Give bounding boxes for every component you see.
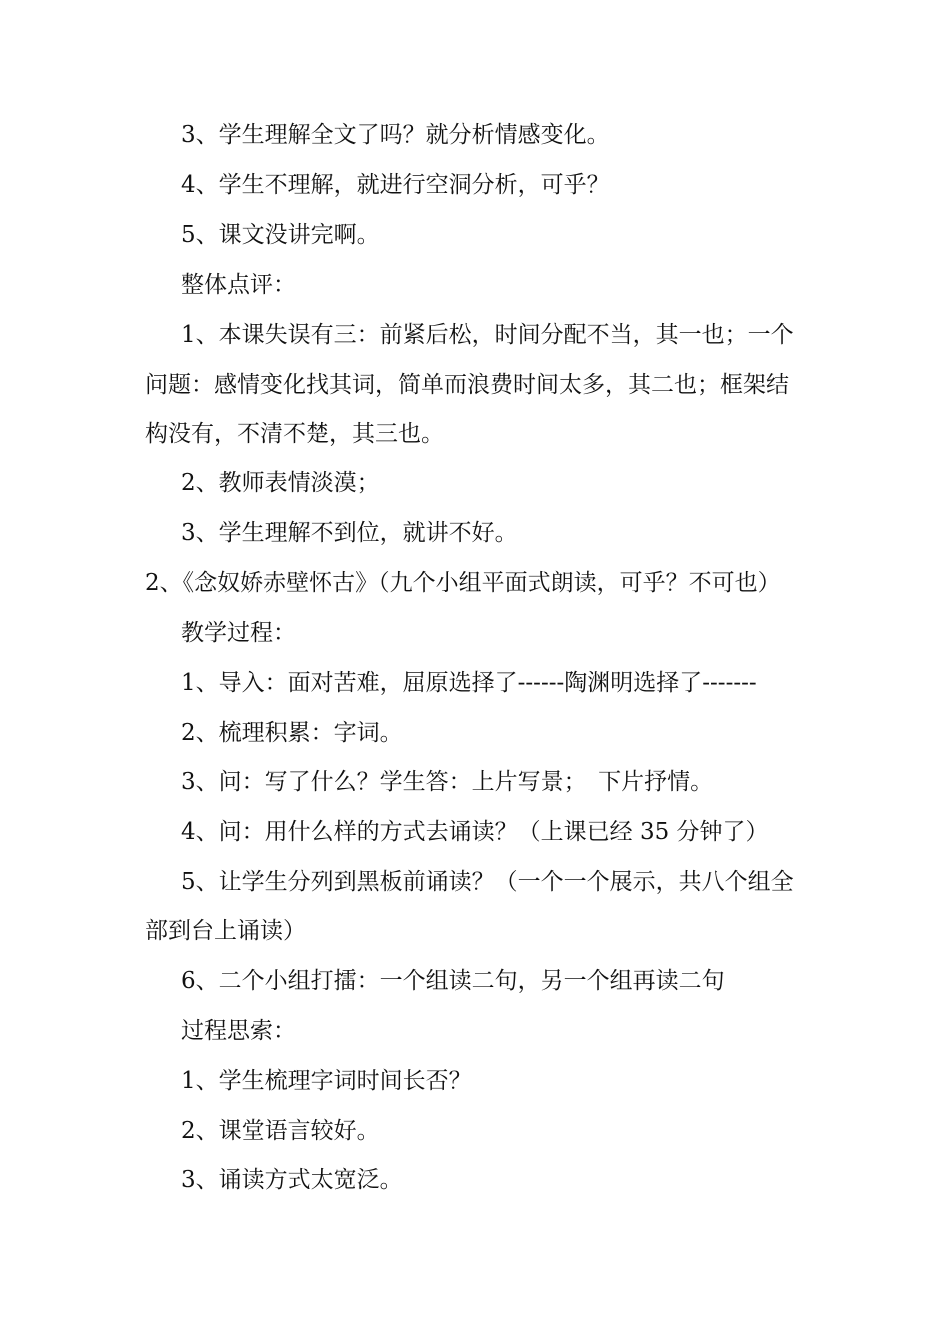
section-title: 2、《念奴娇赤壁怀古》（九个小组平面式朗读，可乎？不可也） (145, 570, 781, 596)
text-line: 问题：感情变化找其词，简单而浪费时间太多，其二也；框架结 (145, 372, 789, 398)
section-heading: 教学过程： (181, 620, 296, 646)
section-heading: 过程思索： (181, 1018, 296, 1044)
text-line: 3、诵读方式太宽泛。 (181, 1167, 403, 1193)
text-line: 1、学生梳理字词时间长否？ (181, 1068, 472, 1094)
text-line: 1、导入：面对苦难，屈原选择了------陶渊明选择了------- (181, 670, 757, 696)
text-line: 1、本课失误有三：前紧后松，时间分配不当，其一也；一个 (181, 322, 794, 348)
text-line: 部到台上诵读） (145, 918, 306, 944)
section-heading: 整体点评： (181, 272, 296, 298)
text-line: 4、问：用什么样的方式去诵读？（上课已经 35 分钟了） (181, 819, 769, 845)
text-line: 3、学生理解不到位，就讲不好。 (181, 520, 518, 546)
text-line: 构没有，不清不楚，其三也。 (145, 421, 444, 447)
text-line: 6、二个小组打擂：一个组读二句，另一个组再读二句 (181, 968, 725, 994)
text-line: 2、梳理积累：字词。 (181, 720, 403, 746)
text-line: 2、课堂语言较好。 (181, 1118, 380, 1144)
text-line: 3、学生理解全文了吗？就分析情感变化。 (181, 122, 610, 148)
text-line: 5、让学生分列到黑板前诵读？（一个一个展示，共八个组全 (181, 869, 794, 895)
text-line: 3、问：写了什么？学生答：上片写景； 下片抒情。 (181, 769, 714, 795)
text-line: 4、学生不理解，就进行空洞分析，可乎？ (181, 172, 610, 198)
text-line: 2、教师表情淡漠； (181, 470, 380, 496)
text-line: 5、课文没讲完啊。 (181, 222, 380, 248)
